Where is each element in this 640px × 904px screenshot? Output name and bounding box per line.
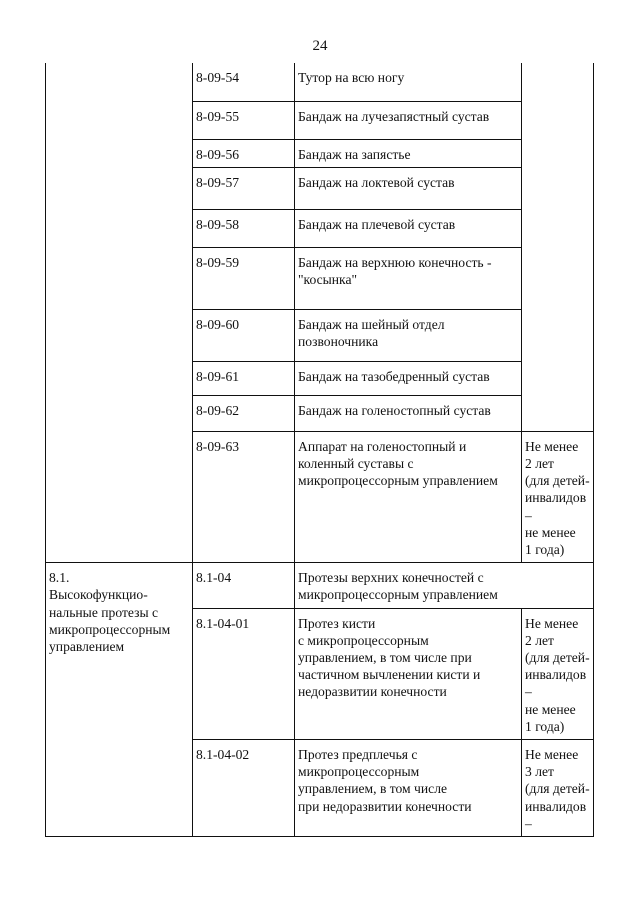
code-cell: 8-09-63 — [193, 431, 295, 562]
code-cell: 8-09-58 — [193, 209, 295, 247]
code-cell: 8-09-55 — [193, 101, 295, 139]
code-cell: 8-09-54 — [193, 63, 295, 101]
term-cell: Не менее 3 лет (для детей- инвалидов – — [522, 739, 594, 836]
name-cell: Протез предплечья с микропроцессорным управлением, в том числе при недоразвитии конечности — [295, 739, 522, 836]
code-cell: 8.1-04-02 — [193, 739, 295, 836]
name-cell: Протезы верхних конечностей с микропроцессорным управлением — [295, 563, 594, 608]
name-cell: Бандаж на верхнюю конечность - "косынка" — [295, 247, 522, 309]
name-cell: Бандаж на лучезапястный сустав — [295, 101, 522, 139]
code-cell: 8-09-59 — [193, 247, 295, 309]
code-cell: 8-09-56 — [193, 139, 295, 167]
name-cell: Бандаж на тазобедренный сустав — [295, 361, 522, 395]
code-cell: 8-09-62 — [193, 395, 295, 431]
products-table — [45, 63, 594, 837]
page-number: 24 — [312, 38, 328, 54]
name-cell: Бандаж на запястье — [295, 139, 522, 167]
code-cell: 8.1-04-01 — [193, 608, 295, 739]
code-cell: 8-09-60 — [193, 309, 295, 361]
name-cell: Аппарат на голеностопный и коленный суставы с микропроцессорным управлением — [295, 431, 522, 562]
term-cell: Не менее 2 лет (для детей- инвалидов – не менее 1 года) — [522, 608, 594, 739]
code-cell: 8.1-04 — [193, 563, 295, 608]
empty-term-cell — [522, 63, 594, 431]
name-cell: Бандаж на шейный отдел позвоночника — [295, 309, 522, 361]
name-cell: Бандаж на плечевой сустав — [295, 209, 522, 247]
table-row — [46, 63, 594, 101]
table-row — [46, 563, 594, 608]
name-cell: Протез кисти с микропроцессорным управлением, в том числе при частичном вычленении кисти и недоразвитии конечности — [295, 608, 522, 739]
code-cell: 8-09-61 — [193, 361, 295, 395]
code-cell: 8-09-57 — [193, 167, 295, 209]
section-title-cell: 8.1. Высокофункцио- нальные протезы с микропроцессорным управлением — [46, 563, 193, 837]
name-cell: Тутор на всю ногу — [295, 63, 522, 101]
empty-group-cell — [46, 63, 193, 563]
name-cell: Бандаж на локтевой сустав — [295, 167, 522, 209]
term-cell: Не менее 2 лет (для детей- инвалидов – не менее 1 года) — [522, 431, 594, 562]
name-cell: Бандаж на голеностопный сустав — [295, 395, 522, 431]
